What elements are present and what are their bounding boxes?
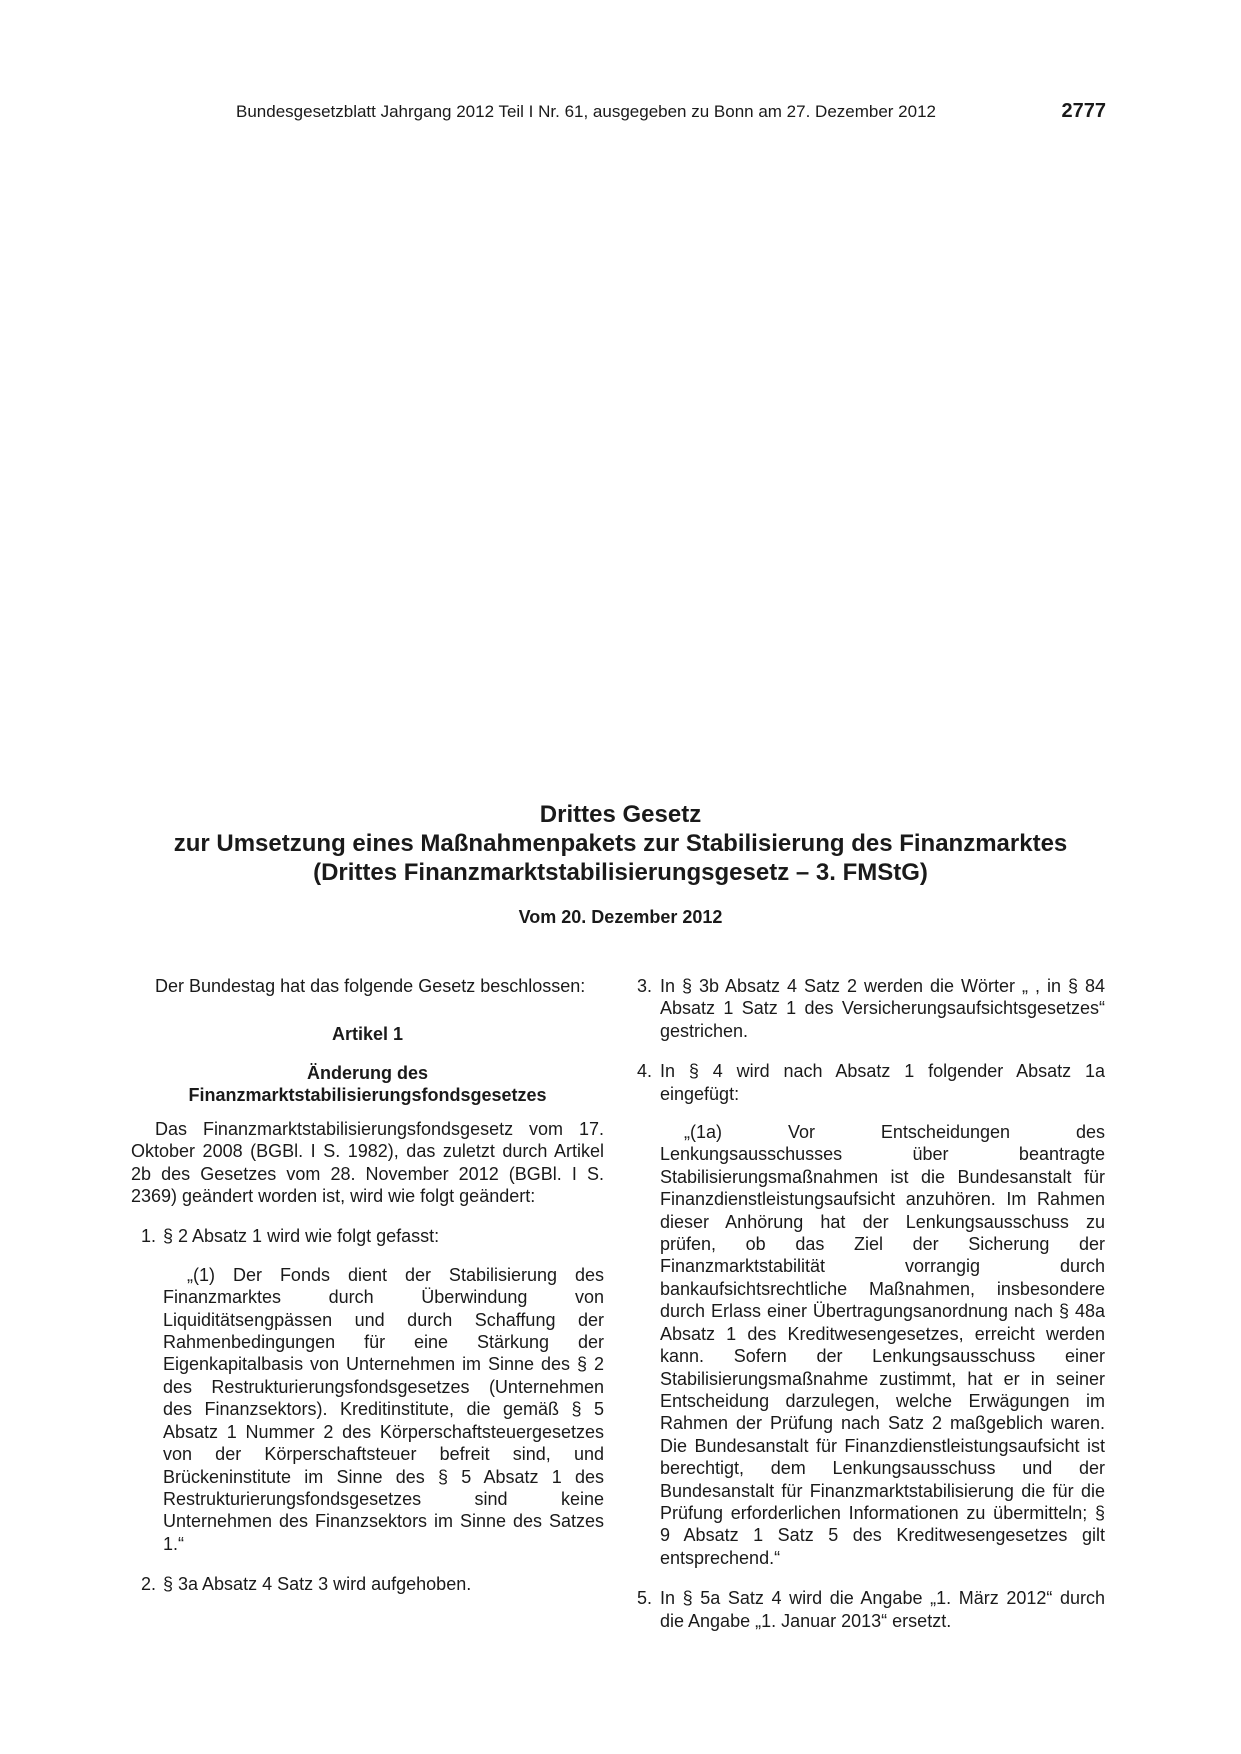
item-number: 4. <box>637 1061 653 1082</box>
item-text: In § 3b Absatz 4 Satz 2 werden die Wörter „ , in § 84 Absatz 1 Satz 1 des Versicherungsaufsichtsgesetzes“ gestrichen. <box>660 976 1105 1041</box>
artikel-subtitle-line-1: Änderung des <box>306 1062 428 1083</box>
quoted-paragraph-1: „(1) Der Fonds dient der Stabilisierung des Finanzmarktes durch Überwindung von Liquiditätsengpässen und durch Schaffung der Rahmenbedingungen für eine Stärkung der Eigenkapitalbasis von Unternehmen im Sinne des § 2 des Restrukturierungsfondsgesetzes (Unternehmen des Finanzsektors). Kreditinstitute, die gemäß § 5 Absatz 1 Nummer 2 des Körperschaftsteuergesetzes von der Körperschaftsteuer befreit sind, und Brückeninstitute im Sinne des § 5 Absatz 1 des Restrukturierungsfondsgesetzes sind keine Unternehmen des Finanzsektors im Sinne des Satzes 1.“ <box>163 1264 604 1554</box>
left-column <box>131 975 604 1596</box>
item-number: 1. <box>141 1226 157 1247</box>
title-line-3: (Drittes Finanzmarktstabilisierungsgesetz – 3. FMStG) <box>313 859 928 886</box>
gazette-header-text: Bundesgesetzblatt Jahrgang 2012 Teil I Nr. 61, ausgegeben zu Bonn am 27. Dezember 2012 <box>236 102 936 121</box>
quoted-paragraph-1a: „(1a) Vor Entscheidungen des Lenkungsausschusses über beantragte Stabilisierungsmaßnahmen ist die Bundesanstalt für Finanzdienstleistungsaufsicht anzuhören. Im Rahmen dieser Anhörung hat der Lenkungsausschuss zu prüfen, ob das Ziel der Sicherung der Finanzmarktstabilität vorrangig durch bankaufsichtsrechtliche Maßnahmen, insbesondere durch Erlass einer Übertragungsanordnung nach § 48a Absatz 1 des Kreditwesengesetzes, erreicht werden kann. Sofern der Lenkungsausschuss einer Stabilisierungsmaßnahme zustimmt, hat er in seiner Entscheidung darzulegen, welche Erwägungen im Rahmen der Prüfung nach Satz 2 maßgeblich waren. Die Bundesanstalt für Finanzdienstleistungsaufsicht ist berechtigt, dem Lenkungsausschuss und der Bundesanstalt für Finanzmarktstabilisierung die für die Prüfung erforderlichen Informationen zu übermitteln; § 9 Absatz 1 Satz 5 des Kreditwesengesetzes gilt entsprechend.“ <box>660 1122 1105 1568</box>
title-line-2: zur Umsetzung eines Maßnahmenpakets zur Stabilisierung des Finanzmarktes <box>173 830 1068 857</box>
list-item-5 <box>637 1587 1105 1632</box>
artikel-subtitle-line-2: Finanzmarktstabilisierungsfondsgesetzes <box>188 1084 547 1105</box>
page-number: 2777 <box>1061 100 1106 122</box>
list-item-3 <box>637 975 1105 1042</box>
enactment-clause: Der Bundestag hat das folgende Gesetz beschlossen: <box>155 976 586 996</box>
law-date: Vom 20. Dezember 2012 <box>518 907 723 927</box>
list-item-2 <box>131 1573 604 1595</box>
list-item-4 <box>637 1060 1105 1105</box>
list-item-1 <box>131 1225 604 1247</box>
item-text: In § 4 wird nach Absatz 1 folgender Absatz 1a eingefügt: <box>660 1061 1105 1104</box>
item-text: § 3a Absatz 4 Satz 3 wird aufgehoben. <box>163 1574 472 1595</box>
artikel-subtitle <box>131 1062 604 1106</box>
item-text: In § 5a Satz 4 wird die Angabe „1. März 2012“ durch die Angabe „1. Januar 2013“ ersetzt. <box>660 1588 1105 1631</box>
item-text: § 2 Absatz 1 wird wie folgt gefasst: <box>163 1226 440 1247</box>
amendment-intro: Das Finanzmarktstabilisierungsfondsgesetz vom 17. Oktober 2008 (BGBl. I S. 1982), das zuletzt durch Artikel 2b des Gesetzes vom 28. November 2012 (BGBl. I S. 2369) geändert worden ist, wird wie folgt geändert: <box>131 1118 604 1207</box>
page-header <box>236 100 1106 130</box>
item-number: 2. <box>141 1574 157 1595</box>
artikel-heading: Artikel 1 <box>331 1024 404 1045</box>
law-title <box>60 800 1181 887</box>
right-column <box>637 975 1105 1632</box>
title-line-1: Drittes Gesetz <box>539 801 702 828</box>
item-number: 5. <box>637 1588 653 1609</box>
item-number: 3. <box>637 976 653 996</box>
